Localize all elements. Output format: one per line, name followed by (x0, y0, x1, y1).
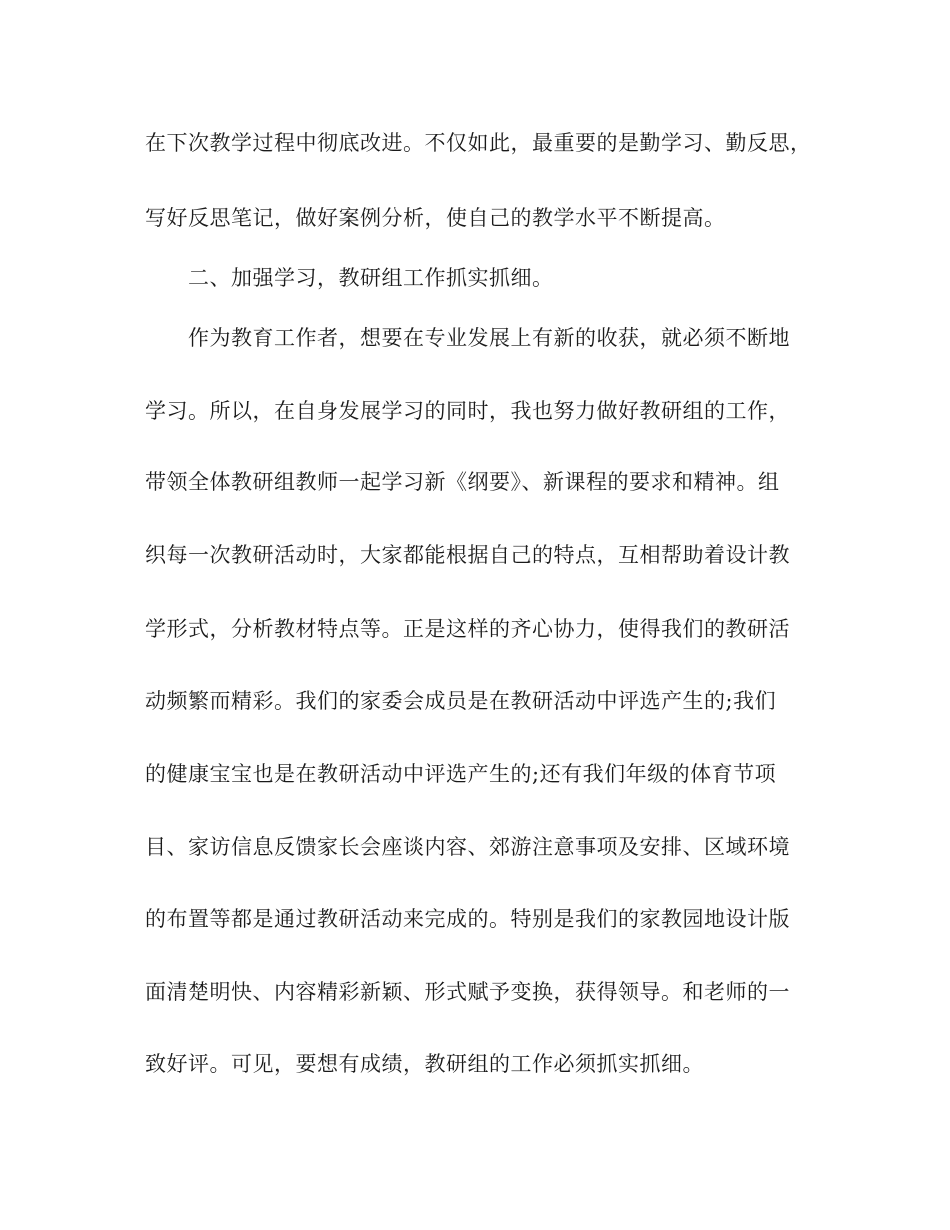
paragraph-line: 面清楚明快、内容精彩新颖、形式赋予变换，获得领导。和老师的一 (145, 980, 790, 1004)
section-heading: 二、加强学习，教研组工作抓实抓细。 (188, 266, 554, 290)
paragraph-line: 在下次教学过程中彻底改进。不仅如此，最重要的是勤学习、勤反思， (145, 131, 812, 155)
paragraph-line: 织每一次教研活动时，大家都能根据自己的特点，互相帮助着设计教 (145, 543, 790, 567)
paragraph-line: 带领全体教研组教师一起学习新《纲要》、新课程的要求和精神。组 (145, 470, 780, 494)
paragraph-line: 目、家访信息反馈家长会座谈内容、郊游注意事项及安排、区域环境 (145, 835, 790, 859)
paragraph-line: 致好评。可见，要想有成绩，教研组的工作必须抓实抓细。 (145, 1052, 704, 1076)
paragraph-line: 的健康宝宝也是在教研活动中评选产生的;还有我们年级的体育节项 (145, 762, 777, 786)
paragraph-line: 写好反思笔记，做好案例分析，使自己的教学水平不断提高。 (145, 206, 726, 230)
paragraph-line: 的布置等都是通过教研活动来完成的。特别是我们的家教园地设计版 (145, 907, 790, 931)
paragraph-line: 作为教育工作者，想要在专业发展上有新的收获，就必须不断地 (188, 326, 790, 350)
paragraph-line: 学形式，分析教材特点等。正是这样的齐心协力，使得我们的教研活 (145, 617, 790, 641)
paragraph-line: 学习。所以，在自身发展学习的同时，我也努力做好教研组的工作， (145, 399, 790, 423)
paragraph-line: 动频繁而精彩。我们的家委会成员是在教研活动中评选产生的;我们 (145, 689, 777, 713)
